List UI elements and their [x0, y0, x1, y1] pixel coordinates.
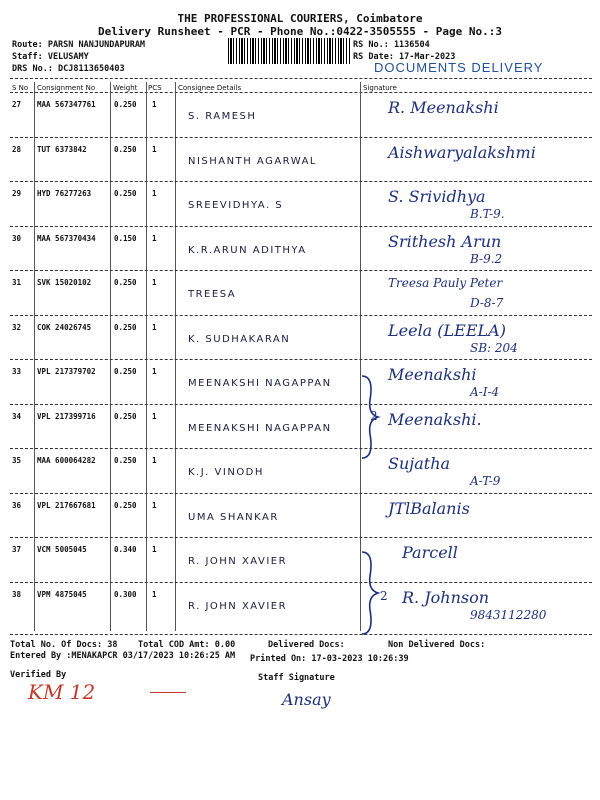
total-cod: Total COD Amt: 0.00	[138, 640, 236, 650]
row-sno: 33	[12, 367, 22, 376]
svg-text:2: 2	[370, 409, 378, 423]
row-pcs: 1	[152, 100, 157, 109]
signature-note: A-I-4	[470, 385, 500, 399]
table-row	[0, 361, 600, 403]
row-rule	[10, 359, 592, 360]
row-weight: 0.250	[114, 411, 137, 421]
staff-label: Staff: VELUSAMY	[12, 52, 89, 62]
consignee-name: R. JOHN XAVIER	[188, 600, 288, 612]
col-header-pcs: PCS	[148, 84, 162, 92]
row-weight: 0.250	[114, 322, 137, 332]
table-row	[0, 228, 600, 270]
col-header-consignment: Consignment No	[37, 84, 96, 92]
table-row	[0, 94, 600, 136]
document-title: THE PROFESSIONAL COURIERS, Coimbatore	[177, 12, 423, 25]
consignee-name: UMA SHANKAR	[188, 511, 279, 523]
row-rule	[10, 315, 592, 316]
verified-by-label: Verified By	[10, 670, 67, 680]
staff-signature-label: Staff Signature	[258, 673, 335, 683]
recipient-signature: Aishwaryalakshmi	[388, 142, 536, 162]
signature-note: D-8-7	[470, 296, 504, 310]
row-sno: 34	[12, 411, 22, 421]
consignee-name: NISHANTH AGARWAL	[188, 155, 317, 167]
barcode	[228, 38, 350, 64]
consignee-name: S. RAMESH	[188, 111, 257, 122]
signature-note: B.T-9.	[470, 207, 505, 221]
recipient-signature: Leela (LEELA)	[388, 320, 506, 340]
row-weight: 0.250	[114, 456, 137, 465]
table-row	[0, 495, 600, 537]
row-sno: 27	[12, 100, 22, 109]
signature-note: 9843112280	[470, 607, 547, 622]
group-bracket	[358, 372, 388, 462]
recipient-signature: Meenakshi.	[388, 409, 482, 429]
row-consignment: HYD 76277263	[37, 189, 92, 198]
signature-note: B-9.2	[470, 251, 503, 266]
row-weight: 0.250	[114, 189, 137, 198]
row-pcs: 1	[152, 278, 157, 287]
recipient-signature: S. Srividhya	[388, 187, 486, 206]
svg-text:2: 2	[380, 589, 388, 603]
row-rule	[10, 181, 592, 182]
row-rule	[10, 448, 592, 449]
signature-note: SB: 204	[470, 340, 518, 355]
table-row	[0, 450, 600, 492]
rs-date: RS Date: 17-Mar-2023	[353, 52, 456, 62]
table-row	[0, 272, 600, 314]
drs-label: DRS No.: DCJ8113650403	[12, 64, 125, 74]
total-docs: Total No. Of Docs: 38	[10, 640, 118, 650]
row-sno: 29	[12, 189, 22, 198]
consignee-name: MEENAKSHI NAGAPPAN	[188, 422, 332, 434]
col-header-sno: S No	[12, 84, 29, 92]
table-row	[0, 139, 600, 181]
row-pcs: 1	[152, 545, 157, 554]
row-weight: 0.250	[114, 144, 137, 154]
row-rule	[10, 493, 592, 494]
row-consignment: SVK 15020102	[37, 278, 92, 287]
col-header-weight: Weight	[113, 84, 138, 92]
recipient-signature: JTlBalanis	[388, 498, 470, 518]
row-pcs: 1	[152, 189, 157, 198]
staff-signature: Ansay	[282, 690, 331, 709]
row-rule	[10, 270, 592, 271]
non-delivered-docs: Non Delivered Docs:	[388, 640, 486, 650]
col-header-signature: Signature	[363, 84, 397, 92]
row-pcs: 1	[152, 411, 157, 421]
table-row	[0, 317, 600, 359]
recipient-signature: Srithesh Arun	[388, 231, 502, 251]
verified-signature: KM 12	[28, 680, 96, 704]
consignee-name: K. SUDHAKARAN	[188, 333, 291, 345]
entered-by: Entered By :MENAKAPCR 03/17/2023 10:26:25 AM	[10, 651, 236, 661]
row-weight: 0.340	[114, 545, 137, 554]
row-sno: 28	[12, 144, 22, 154]
table-row	[0, 539, 600, 581]
row-sno: 31	[12, 278, 22, 287]
row-pcs: 1	[152, 456, 157, 465]
table-bottom-rule	[10, 634, 592, 635]
row-consignment: TUT 6373842	[37, 144, 87, 154]
row-rule	[10, 137, 592, 138]
row-sno: 38	[12, 589, 22, 599]
row-rule	[10, 226, 592, 227]
group-bracket	[358, 548, 388, 638]
row-consignment: VPL 217667681	[37, 500, 96, 510]
consignee-name: K.R.ARUN ADITHYA	[188, 244, 307, 256]
row-consignment: MAA 567347761	[37, 100, 96, 109]
row-rule	[10, 404, 592, 405]
row-consignment: VPL 217399716	[37, 411, 96, 421]
row-rule	[10, 582, 592, 583]
row-weight: 0.150	[114, 233, 137, 243]
row-pcs: 1	[152, 233, 157, 243]
row-pcs: 1	[152, 589, 157, 599]
consignee-name: R. JOHN XAVIER	[188, 556, 288, 567]
documents-delivery-stamp: DOCUMENTS DELIVERY	[374, 60, 544, 75]
recipient-signature: Sujatha	[388, 454, 451, 473]
table-top-rule	[10, 78, 592, 79]
row-consignment: VCM 5005045	[37, 545, 87, 554]
row-rule	[10, 537, 592, 538]
row-sno: 35	[12, 456, 22, 465]
table-row	[0, 183, 600, 225]
row-weight: 0.250	[114, 500, 137, 510]
row-weight: 0.250	[114, 278, 137, 287]
row-consignment: VPL 217379702	[37, 367, 96, 376]
col-header-details: Consignee Details	[178, 84, 242, 92]
recipient-signature: Treesa Pauly Peter	[388, 276, 503, 290]
verified-dash	[150, 692, 186, 693]
row-sno: 30	[12, 233, 22, 243]
consignee-name: TREESA	[188, 289, 237, 300]
recipient-signature: R. Johnson	[402, 587, 490, 607]
consignee-name: SREEVIDHYA. S	[188, 200, 284, 211]
recipient-signature: Parcell	[402, 543, 458, 562]
row-weight: 0.300	[114, 589, 137, 599]
consignee-name: MEENAKSHI NAGAPPAN	[188, 378, 332, 389]
signature-note: A-T-9	[470, 474, 501, 488]
consignee-name: K.J. VINODH	[188, 467, 264, 478]
recipient-signature: Meenakshi	[388, 365, 477, 384]
delivered-docs: Delivered Docs:	[268, 640, 345, 650]
row-pcs: 1	[152, 367, 157, 376]
row-consignment: MAA 600064282	[37, 456, 96, 465]
rs-number: RS No.: 1136504	[353, 40, 430, 50]
document-subtitle: Delivery Runsheet - PCR - Phone No.:0422-3505555 - Page No.:3	[98, 25, 502, 38]
row-sno: 36	[12, 500, 22, 510]
row-pcs: 1	[152, 144, 157, 154]
row-weight: 0.250	[114, 367, 137, 376]
row-weight: 0.250	[114, 100, 137, 109]
table-header-rule	[10, 92, 592, 93]
table-row	[0, 406, 600, 448]
row-pcs: 1	[152, 322, 157, 332]
row-consignment: VPM 4875045	[37, 589, 87, 599]
route-label: Route: PARSN NANJUNDAPURAM	[12, 40, 146, 50]
row-sno: 32	[12, 322, 22, 332]
table-row	[0, 584, 600, 626]
printed-on: Printed On: 17-03-2023 10:26:39	[250, 654, 409, 664]
recipient-signature: R. Meenakshi	[388, 98, 499, 117]
row-consignment: COK 24026745	[37, 322, 92, 332]
row-sno: 37	[12, 545, 22, 554]
row-pcs: 1	[152, 500, 157, 510]
row-consignment: MAA 567370434	[37, 233, 96, 243]
